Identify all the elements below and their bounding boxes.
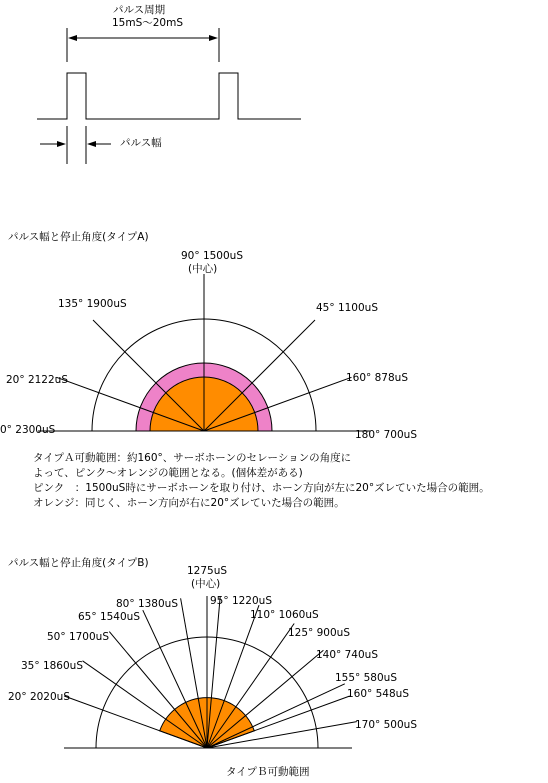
type-a-label-45: 45° 1100uS (316, 302, 378, 314)
type-a-label-160: 160° 878uS (346, 372, 408, 384)
type-b-label-80: 80° 1380uS (116, 598, 178, 610)
type-a-label-20: 20° 2122uS (6, 374, 68, 386)
width-arrow-left-head (57, 141, 66, 147)
type-b-label-155: 155° 580uS (335, 672, 397, 684)
period-arrow-right-head (209, 35, 218, 41)
width-arrow-right-head (87, 141, 96, 147)
type-b-label-140: 140° 740uS (316, 649, 378, 661)
type-a-note-3: ピンク ：1500uS時にサーボホーンを取り付け、ホーン方向が左に20°ズレていた場合の範囲。 (33, 482, 490, 494)
type-b-label-95: 95° 1220uS (210, 595, 272, 607)
type-b-label-125: 125° 900uS (288, 627, 350, 639)
type-b-range-label: タイプＢ可動範囲 (226, 766, 310, 778)
period-arrow-left-head (68, 35, 77, 41)
type-a-label-180: 180° 700uS (355, 429, 417, 441)
type-a-center-label: (中心) (188, 263, 218, 275)
pulse-width-label: パルス幅 (120, 137, 162, 149)
type-b-label-110: 110° 1060uS (250, 609, 319, 621)
pulse-waveform (37, 73, 301, 119)
pulse-period-range: 15mS～20mS (112, 17, 184, 29)
type-b-label-20: 20° 2020uS (8, 691, 70, 703)
type-b-label-35: 35° 1860uS (21, 660, 83, 672)
type-b-title: パルス幅と停止角度(タイプB) (8, 557, 149, 569)
type-a-label-135: 135° 1900uS (58, 298, 127, 310)
pulse-timing-diagram (37, 28, 301, 164)
type-b-center-label: (中心) (191, 578, 221, 590)
type-b-center-value: 1275uS (187, 565, 228, 577)
type-b-label-170: 170° 500uS (355, 719, 417, 731)
type-a-note-1: タイプＡ可動範囲：約160°、サーボホーンのセレーションの角度に (33, 452, 352, 464)
type-b-label-50: 50° 1700uS (47, 631, 109, 643)
type-a-title: パルス幅と停止角度(タイプA) (8, 231, 149, 243)
type-a-note-4: オレンジ：同じく、ホーン方向が右に20°ズレていた場合の範囲。 (33, 497, 345, 509)
pulse-period-title: パルス周期 (113, 4, 166, 16)
type-a-center-value: 90° 1500uS (181, 250, 243, 262)
type-b-label-65: 65° 1540uS (78, 611, 140, 623)
type-a-label-0: 0° 2300uS (0, 424, 56, 436)
type-a-note-2: よって、ピンク～オレンジの範囲となる。(個体差がある) (33, 467, 303, 479)
type-b-label-160: 160° 548uS (347, 688, 409, 700)
